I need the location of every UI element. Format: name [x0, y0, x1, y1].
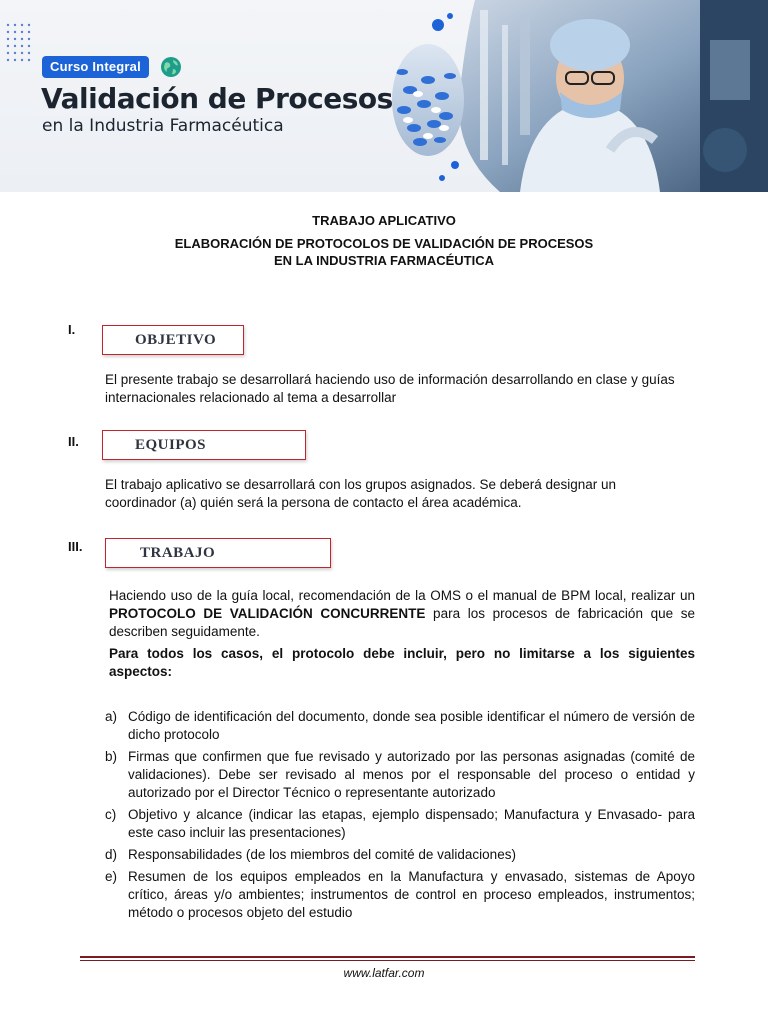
list-item-letter: c) [105, 807, 117, 822]
list-item-text: Código de identificación del documento, donde sea posible identificar el número de versión de dicho protocolo [128, 709, 695, 742]
section-box-equipos [102, 430, 306, 460]
section-box-objetivo [102, 325, 244, 355]
list-item [105, 748, 695, 802]
section-label-objetivo: OBJETIVO [135, 332, 217, 348]
section-text-equipos-line2: coordinador (a) quién será la persona de contacto el área académica. [105, 495, 522, 510]
course-badge: Curso Integral [42, 56, 149, 78]
list-item-letter: b) [105, 749, 118, 764]
list-item-letter: e) [105, 869, 118, 884]
globe-icon [160, 56, 182, 78]
doc-heading-line1: TRABAJO APLICATIVO [312, 213, 456, 228]
footer-rule-thin [80, 960, 695, 961]
list-item-text: Responsabilidades (de los miembros del comité de validaciones) [128, 847, 516, 862]
requirements-list [105, 708, 695, 926]
intro-text-after: para los procesos de fabricación que se describen seguidamente. [109, 606, 695, 639]
list-item-letter: d) [105, 847, 118, 862]
list-item [105, 708, 695, 744]
list-item [105, 806, 695, 842]
section-box-trabajo [105, 538, 331, 568]
footer-website-link[interactable]: www.latfar.com [343, 966, 425, 980]
list-item-text: Objetivo y alcance (indicar las etapas, ejemplo dispensado; Manufactura y Envasado- para este caso incluir las presentaciones) [128, 807, 695, 840]
section-label-trabajo: TRABAJO [140, 545, 216, 561]
list-item-letter: a) [105, 709, 118, 724]
lab-photo-collage [380, 0, 768, 192]
list-item-text: Firmas que confirmen que fue revisado y autorizado por las personas asignadas (comité de validaciones). Debe ser revisado al menos por el responsable del proceso o entidad y autorizado por el Director Técnico o representante autorizado [128, 749, 695, 800]
section-note-trabajo: Para todos los casos, el protocolo debe incluir, pero no limitarse a los siguientes aspectos: [109, 646, 695, 679]
section-number-objetivo: I. [68, 322, 76, 337]
section-text-equipos-line1: El trabajo aplicativo se desarrollará con los grupos asignados. Se deberá designar un [105, 477, 617, 492]
list-item-text: Resumen de los equipos empleados en la Manufactura y envasado, sistemas de Apoyo crítico, áreas y/o ambientes; instrumentos de control en proceso empleados, instrumentos; método o procesos objeto del estudio [128, 869, 695, 920]
section-text-objetivo-line1: El presente trabajo se desarrollará haciendo uso de información desarrollando en clase y guías [105, 372, 675, 387]
doc-heading-line2: ELABORACIÓN DE PROTOCOLOS DE VALIDACIÓN DE PROCESOS [174, 236, 594, 251]
dot-grid-decoration [5, 22, 31, 66]
section-text-objetivo-line2: internacionales relacionado al tema a desarrollar [105, 390, 397, 405]
section-intro-trabajo [109, 587, 695, 641]
doc-heading-line3: EN LA INDUSTRIA FARMACÉUTICA [273, 253, 495, 268]
section-label-equipos: EQUIPOS [135, 437, 207, 453]
intro-text-before: Haciendo uso de la guía local, recomendación de la OMS o el manual de BPM local, realizar un [109, 588, 695, 603]
course-banner [0, 0, 768, 192]
course-title: Validación de Procesos [41, 82, 393, 115]
section-number-trabajo: III. [68, 539, 83, 554]
list-item [105, 868, 695, 922]
footer-rule-thick [80, 956, 695, 958]
section-number-equipos: II. [68, 434, 79, 449]
course-subtitle: en la Industria Farmacéutica [42, 116, 284, 136]
list-item [105, 846, 695, 864]
intro-text-bold: PROTOCOLO DE VALIDACIÓN CONCURRENTE [109, 606, 426, 621]
